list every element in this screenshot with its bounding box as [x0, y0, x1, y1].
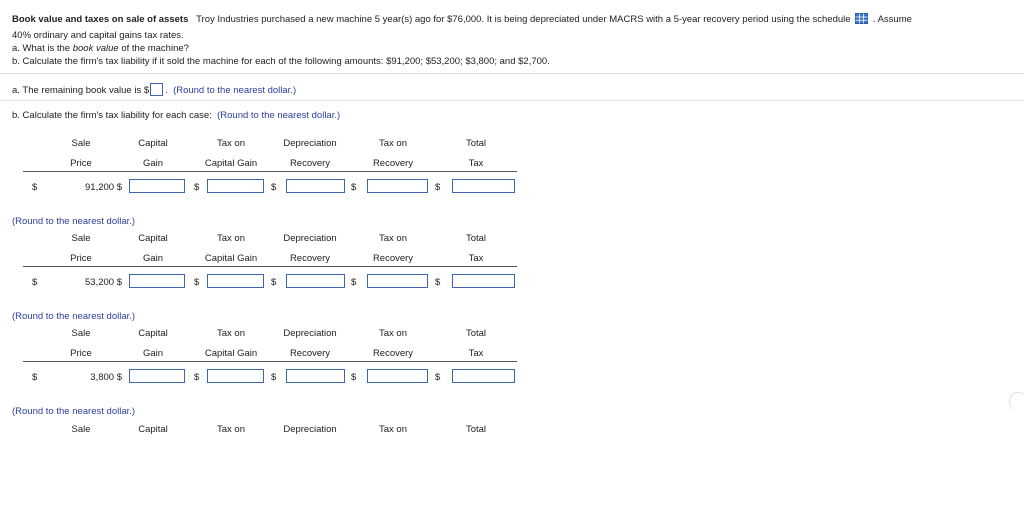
- header-tax-recovery-bottom: Recovery: [372, 348, 414, 359]
- currency-symbol: $: [116, 372, 122, 383]
- assume-text: . Assume: [872, 14, 912, 25]
- header-total-tax-top: Total: [465, 424, 487, 435]
- part-b-prefix: b. Calculate the firm's tax liability for each case:: [12, 110, 212, 121]
- currency-symbol: $: [271, 372, 277, 383]
- header-depreciation-recovery-top: Depreciation: [283, 424, 337, 435]
- header-underline: [23, 361, 517, 362]
- question-a-suffix: of the machine?: [121, 43, 189, 54]
- problem-line-1: [12, 13, 912, 25]
- sale-price-value: [66, 277, 122, 288]
- header-total-tax-top: Total: [465, 328, 487, 339]
- tax-on-recovery-input[interactable]: [367, 369, 428, 383]
- header-tax-capital-gain-bottom: Capital Gain: [204, 253, 258, 264]
- header-depreciation-recovery-top: Depreciation: [283, 233, 337, 244]
- part-a-prefix: a. The remaining book value is $: [12, 85, 150, 96]
- total-tax-input[interactable]: [452, 274, 515, 288]
- capital-gain-input[interactable]: [129, 369, 185, 383]
- part-a-suffix: .: [165, 85, 168, 96]
- capital-gain-input[interactable]: [129, 274, 185, 288]
- header-sale-top: Sale: [71, 233, 91, 244]
- case-block: [0, 233, 1024, 328]
- header-depreciation-recovery-bottom: Recovery: [289, 158, 331, 169]
- problem-title: Book value and taxes on sale of assets: [12, 14, 189, 25]
- header-tax-recovery-top: Tax on: [379, 424, 407, 435]
- header-total-tax-top: Total: [465, 138, 487, 149]
- tax-on-recovery-input[interactable]: [367, 179, 428, 193]
- case-block: [0, 328, 1024, 423]
- total-tax-input[interactable]: [452, 179, 515, 193]
- tax-on-recovery-input[interactable]: [367, 274, 428, 288]
- currency-symbol: $: [194, 372, 200, 383]
- tax-on-capital-gain-input[interactable]: [207, 274, 264, 288]
- header-sale-bottom: Price: [70, 348, 92, 359]
- header-depreciation-recovery-bottom: Recovery: [289, 253, 331, 264]
- currency-symbol: $: [116, 182, 122, 193]
- header-total-tax-bottom: Tax: [468, 253, 484, 264]
- divider: [0, 100, 1024, 101]
- problem-line-2: 40% ordinary and capital gains tax rates.: [12, 30, 184, 41]
- currency-symbol: $: [351, 277, 357, 288]
- header-underline: [23, 171, 517, 172]
- divider: [0, 73, 1024, 74]
- sale-price-value: [66, 372, 122, 383]
- sale-price-value: [66, 182, 122, 193]
- header-tax-capital-gain-top: Tax on: [217, 138, 245, 149]
- part-a-hint: (Round to the nearest dollar.): [173, 85, 297, 96]
- round-hint: (Round to the nearest dollar.): [12, 406, 136, 417]
- currency-symbol: $: [435, 372, 441, 383]
- currency-symbol: $: [194, 277, 200, 288]
- question-a-prefix: a. What is the: [12, 43, 71, 54]
- sale-price-amount: 3,800: [90, 372, 115, 383]
- round-hint: (Round to the nearest dollar.): [12, 311, 136, 322]
- header-total-tax-bottom: Tax: [468, 158, 484, 169]
- header-tax-recovery-top: Tax on: [379, 138, 407, 149]
- table-icon[interactable]: [855, 13, 868, 24]
- round-hint: (Round to the nearest dollar.): [12, 216, 136, 227]
- currency-symbol: $: [32, 277, 38, 288]
- currency-symbol: $: [435, 182, 441, 193]
- part-a: [12, 83, 296, 96]
- header-sale-top: Sale: [71, 328, 91, 339]
- header-tax-capital-gain-top: Tax on: [217, 424, 245, 435]
- currency-symbol: $: [351, 372, 357, 383]
- header-capital-gain-top: Capital: [138, 138, 168, 149]
- header-sale-bottom: Price: [70, 158, 92, 169]
- header-total-tax-top: Total: [465, 233, 487, 244]
- currency-symbol: $: [32, 182, 38, 193]
- header-capital-gain-bottom: Gain: [142, 348, 164, 359]
- currency-symbol: $: [435, 277, 441, 288]
- part-b-hint: (Round to the nearest dollar.): [217, 110, 341, 121]
- header-underline: [23, 266, 517, 267]
- tax-on-capital-gain-input[interactable]: [207, 179, 264, 193]
- case-block: [0, 138, 1024, 233]
- currency-symbol: $: [194, 182, 200, 193]
- header-tax-recovery-top: Tax on: [379, 233, 407, 244]
- question-a: [12, 43, 189, 54]
- depreciation-recovery-input[interactable]: [286, 274, 345, 288]
- question-a-italic: book value: [72, 43, 119, 54]
- header-tax-capital-gain-top: Tax on: [217, 233, 245, 244]
- header-capital-gain-top: Capital: [138, 328, 168, 339]
- depreciation-recovery-input[interactable]: [286, 179, 345, 193]
- header-depreciation-recovery-top: Depreciation: [283, 328, 337, 339]
- header-capital-gain-top: Capital: [138, 424, 168, 435]
- header-tax-recovery-top: Tax on: [379, 328, 407, 339]
- currency-symbol: $: [351, 182, 357, 193]
- header-tax-capital-gain-bottom: Capital Gain: [204, 348, 258, 359]
- header-depreciation-recovery-top: Depreciation: [283, 138, 337, 149]
- problem-intro: Troy Industries purchased a new machine 5 year(s) ago for $76,000. It is being depreciated under MACRS with a 5-year recovery period using the schedule: [196, 14, 851, 25]
- header-tax-recovery-bottom: Recovery: [372, 253, 414, 264]
- header-tax-capital-gain-top: Tax on: [217, 328, 245, 339]
- sale-price-amount: 91,200: [85, 182, 115, 193]
- currency-symbol: $: [271, 277, 277, 288]
- question-b: b. Calculate the firm's tax liability if it sold the machine for each of the following amounts: $91,200; $53,200; $3,800; and $2,700.: [12, 56, 550, 67]
- currency-symbol: $: [271, 182, 277, 193]
- header-tax-recovery-bottom: Recovery: [372, 158, 414, 169]
- scroll-indicator: [1009, 392, 1024, 411]
- book-value-input[interactable]: [150, 83, 163, 96]
- capital-gain-input[interactable]: [129, 179, 185, 193]
- header-capital-gain-top: Capital: [138, 233, 168, 244]
- header-sale-bottom: Price: [70, 253, 92, 264]
- case-block: [0, 424, 1024, 519]
- total-tax-input[interactable]: [452, 369, 515, 383]
- header-capital-gain-bottom: Gain: [142, 158, 164, 169]
- part-b: [12, 110, 340, 121]
- tax-on-capital-gain-input[interactable]: [207, 369, 264, 383]
- header-sale-top: Sale: [71, 138, 91, 149]
- sale-price-amount: 53,200: [85, 277, 115, 288]
- depreciation-recovery-input[interactable]: [286, 369, 345, 383]
- currency-symbol: $: [116, 277, 122, 288]
- currency-symbol: $: [32, 372, 38, 383]
- header-tax-capital-gain-bottom: Capital Gain: [204, 158, 258, 169]
- header-depreciation-recovery-bottom: Recovery: [289, 348, 331, 359]
- header-capital-gain-bottom: Gain: [142, 253, 164, 264]
- header-sale-top: Sale: [71, 424, 91, 435]
- header-total-tax-bottom: Tax: [468, 348, 484, 359]
